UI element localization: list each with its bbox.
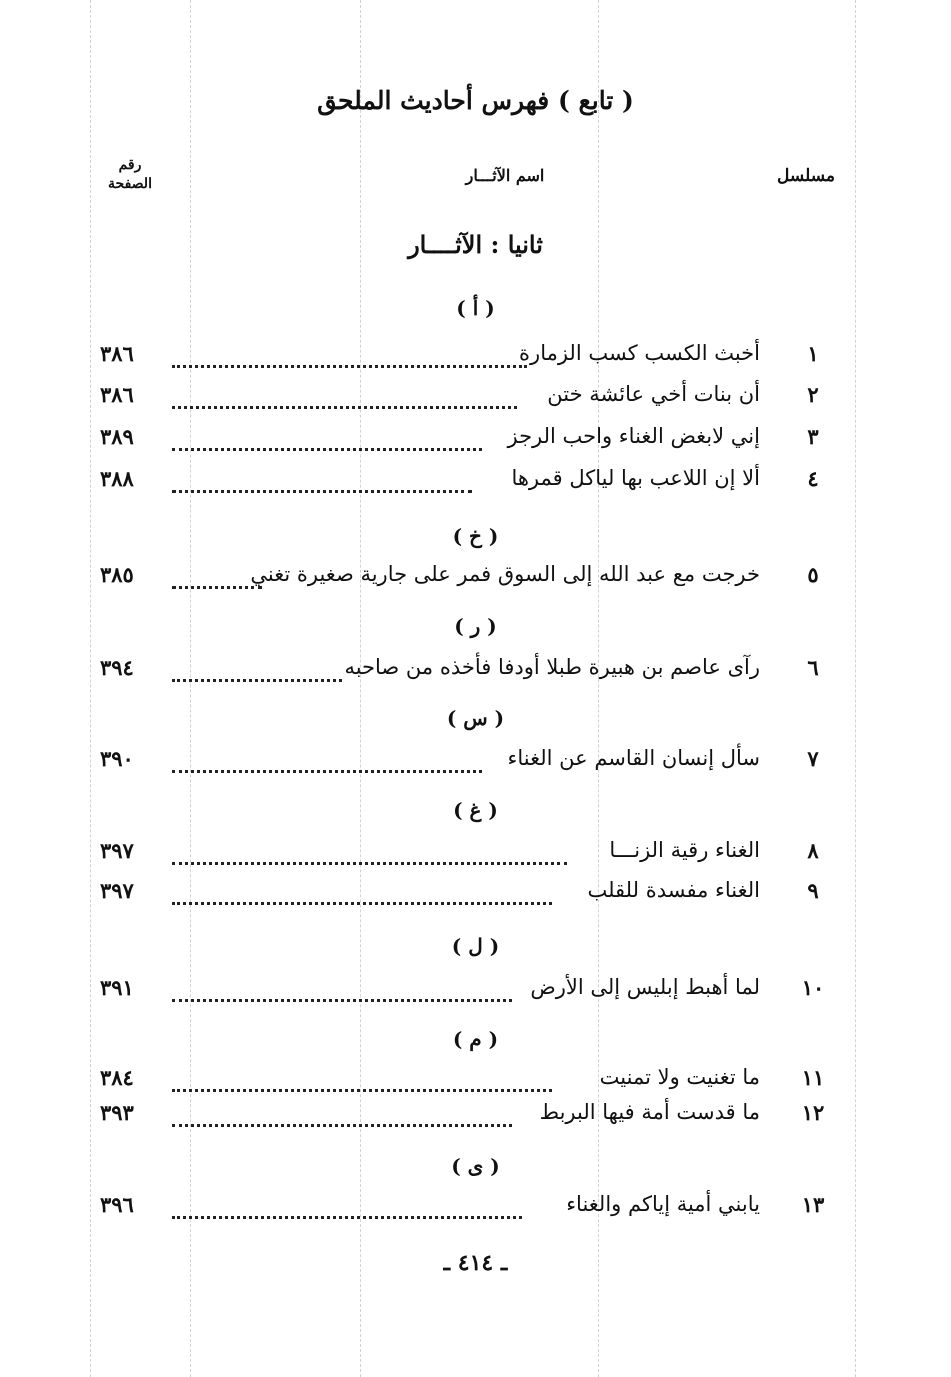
row-serial: ١٠ bbox=[801, 975, 825, 1000]
row-page: ٣٩٤ bbox=[100, 655, 134, 680]
index-row bbox=[100, 1192, 840, 1228]
header-page-line2: الصفحة bbox=[108, 176, 152, 192]
row-title: أن بنات أخي عائشة ختن bbox=[547, 382, 760, 406]
leader-dots bbox=[172, 468, 472, 493]
leader-dots bbox=[172, 384, 517, 409]
row-serial: ٧ bbox=[807, 746, 819, 771]
group-letter: ( أ ) bbox=[456, 296, 495, 320]
row-title: رآى عاصم بن هبيرة طبلا أودفا فأخذه من صاحبه bbox=[344, 655, 760, 679]
header-page-line1: رقم bbox=[118, 157, 142, 173]
row-page: ٣٩١ bbox=[100, 975, 134, 1000]
row-serial: ٦ bbox=[807, 655, 819, 680]
row-serial: ١ bbox=[807, 341, 819, 366]
row-page: ٣٨٨ bbox=[100, 466, 134, 491]
index-row bbox=[100, 655, 840, 691]
leader-dots bbox=[172, 748, 482, 773]
row-title: أخبث الكسب كسب الزمارة bbox=[519, 341, 760, 365]
page-number: ـ ٤١٤ ـ bbox=[443, 1250, 508, 1276]
leader-dots bbox=[172, 1102, 512, 1127]
group-letter: ( م ) bbox=[452, 1027, 499, 1051]
index-row bbox=[100, 1065, 840, 1101]
row-title: الغناء رقية الزنـــا bbox=[609, 838, 760, 862]
group-letter: ( خ ) bbox=[452, 524, 499, 548]
row-title: الغناء مفسدة للقلب bbox=[587, 878, 760, 902]
header-name: اسم الآثـــار bbox=[465, 166, 545, 185]
row-page: ٣٨٦ bbox=[100, 382, 134, 407]
row-page: ٣٨٤ bbox=[100, 1065, 134, 1090]
row-serial: ١١ bbox=[801, 1065, 825, 1090]
row-page: ٣٨٦ bbox=[100, 341, 134, 366]
row-title: ما تغنيت ولا تمنيت bbox=[599, 1065, 760, 1089]
row-serial: ٢ bbox=[807, 382, 819, 407]
leader-dots bbox=[172, 343, 527, 368]
row-page: ٣٩٧ bbox=[100, 878, 134, 903]
row-title: خرجت مع عبد الله إلى السوق فمر على جارية صغيرة تغني bbox=[250, 562, 760, 586]
row-title: إني لابغض الغناء واحب الرجز bbox=[507, 424, 760, 448]
index-row bbox=[100, 878, 840, 914]
row-serial: ٥ bbox=[807, 562, 819, 587]
group-letter: ( غ ) bbox=[453, 798, 498, 822]
index-row bbox=[100, 838, 840, 874]
row-page: ٣٩٣ bbox=[100, 1100, 134, 1125]
index-row bbox=[100, 424, 840, 460]
leader-dots bbox=[172, 657, 342, 682]
row-page: ٣٨٩ bbox=[100, 424, 134, 449]
row-page: ٣٩٠ bbox=[100, 746, 134, 771]
leader-dots bbox=[172, 977, 512, 1002]
leader-dots bbox=[172, 880, 552, 905]
group-letter: ( س ) bbox=[446, 706, 505, 730]
index-row bbox=[100, 562, 840, 598]
index-row bbox=[100, 746, 840, 782]
index-row bbox=[100, 466, 840, 502]
leader-dots bbox=[172, 840, 567, 865]
row-title: ألا إن اللاعب بها لياكل قمرها bbox=[511, 466, 760, 490]
leader-dots bbox=[172, 1067, 552, 1092]
group-letter: ( ر ) bbox=[454, 614, 497, 638]
page-title: ( تابع ) فهرس أحاديث الملحق bbox=[317, 86, 634, 115]
group-letter: ( ى ) bbox=[451, 1154, 500, 1178]
index-row bbox=[100, 975, 840, 1011]
section-title: ثانيا : الآثــــار bbox=[408, 230, 543, 259]
row-title: لما أهبط إبليس إلى الأرض bbox=[530, 975, 760, 999]
index-row bbox=[100, 1100, 840, 1136]
leader-dots bbox=[172, 1194, 522, 1219]
row-serial: ٣ bbox=[807, 424, 819, 449]
index-row bbox=[100, 382, 840, 418]
row-title: ما قدست أمة فيها البربط bbox=[539, 1100, 760, 1124]
row-serial: ٤ bbox=[807, 466, 819, 491]
leader-dots bbox=[172, 564, 262, 589]
index-row bbox=[100, 341, 840, 377]
row-serial: ٩ bbox=[807, 878, 819, 903]
row-page: ٣٨٥ bbox=[100, 562, 134, 587]
row-title: يابني أمية إياكم والغناء bbox=[566, 1192, 760, 1216]
row-page: ٣٩٦ bbox=[100, 1192, 134, 1217]
header-serial: مسلسل bbox=[777, 166, 835, 186]
row-serial: ١٢ bbox=[801, 1100, 825, 1125]
row-page: ٣٩٧ bbox=[100, 838, 134, 863]
group-letter: ( ل ) bbox=[451, 934, 500, 958]
leader-dots bbox=[172, 426, 482, 451]
row-title: سأل إنسان القاسم عن الغناء bbox=[507, 746, 760, 770]
row-serial: ٨ bbox=[807, 838, 819, 863]
header-page-number bbox=[96, 156, 164, 194]
row-serial: ١٣ bbox=[801, 1192, 825, 1217]
